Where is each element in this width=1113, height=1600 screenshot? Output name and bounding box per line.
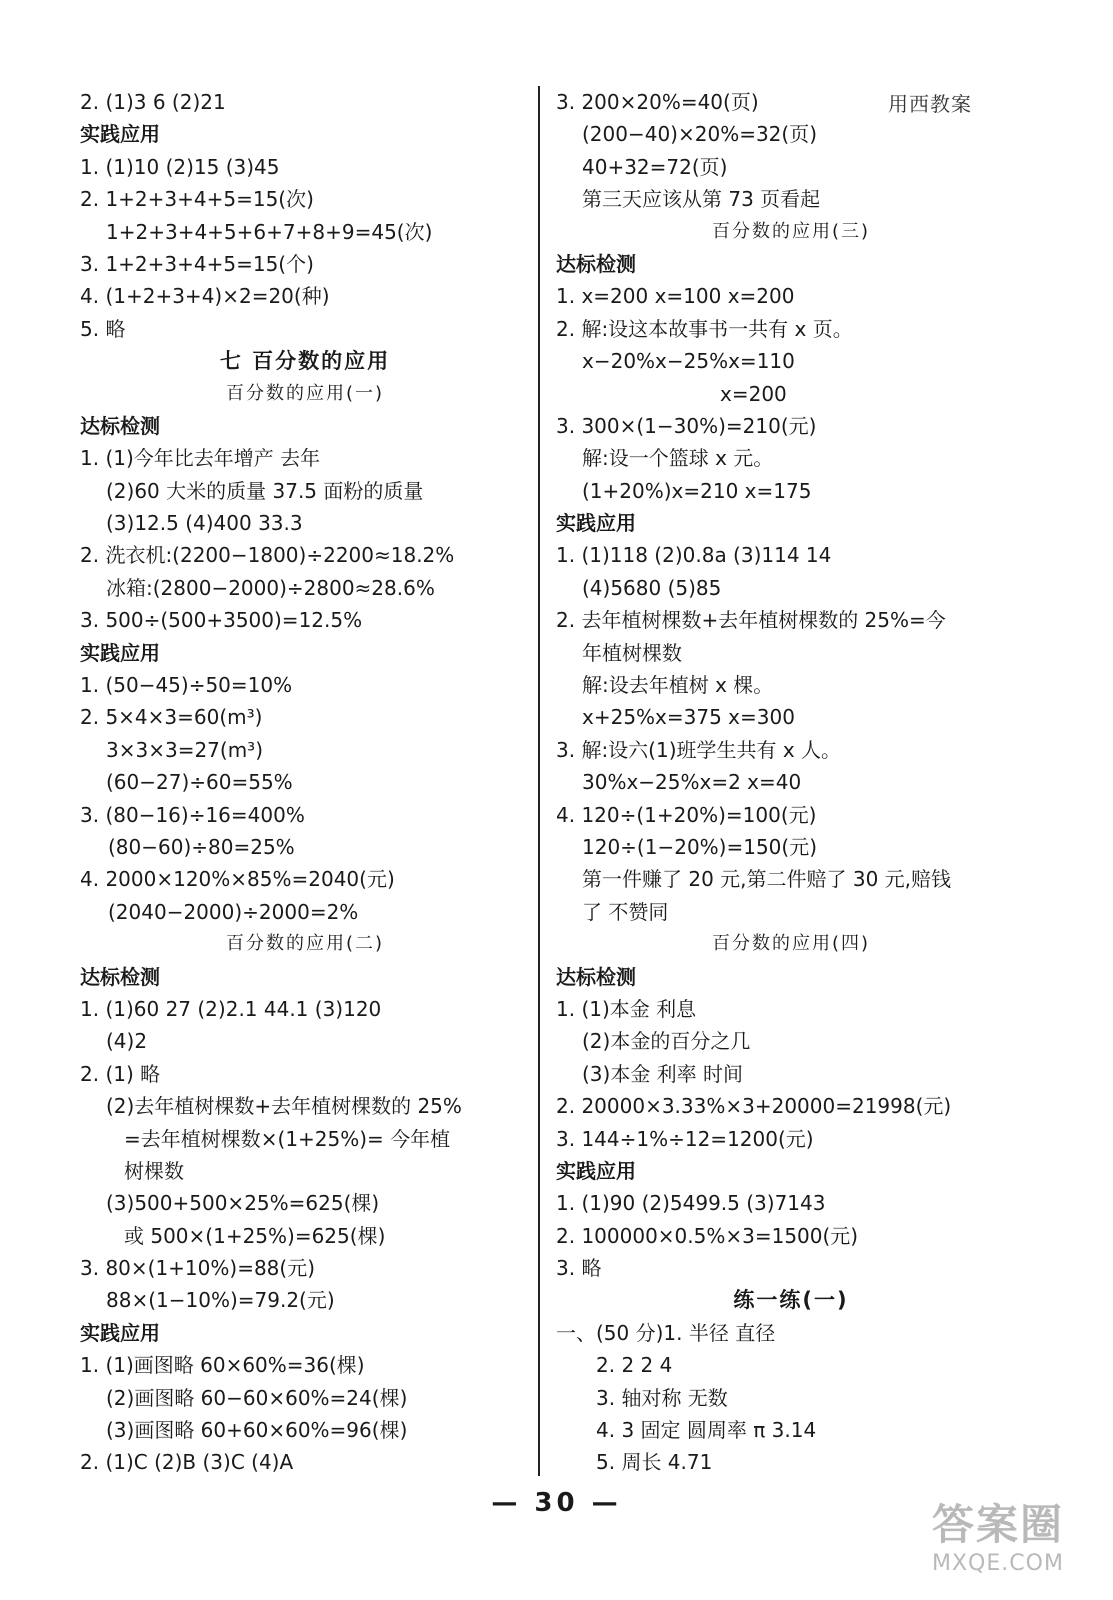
answer-line: 第三天应该从第 73 页看起 bbox=[582, 187, 821, 212]
subsection-title: 百分数的应用(一) bbox=[225, 382, 385, 404]
answer-line: 4. (1+2+3+4)×2=20(种) bbox=[80, 284, 330, 309]
section-heading: 实践应用 bbox=[80, 122, 160, 147]
answer-line: (200−40)×20%=32(页) bbox=[582, 122, 818, 147]
section-heading: 实践应用 bbox=[556, 511, 636, 536]
answer-line: (1+20%)x=210 x=175 bbox=[582, 478, 812, 503]
section-heading: 达标检测 bbox=[80, 964, 160, 989]
answer-line: 2. 2 2 4 bbox=[596, 1353, 673, 1378]
header-stamp: 用西教案 bbox=[888, 92, 972, 116]
section-heading: 实践应用 bbox=[80, 1320, 160, 1345]
answer-line: 4. 120÷(1+20%)=100(元) bbox=[556, 802, 817, 827]
answer-line: 1. (1)今年比去年增产 去年 bbox=[80, 446, 321, 471]
answer-line: 或 500×(1+25%)=625(棵) bbox=[124, 1223, 386, 1248]
answer-line: (2)60 大米的质量 37.5 面粉的质量 bbox=[106, 478, 424, 503]
answer-line: =去年植树棵数×(1+25%)= 今年植 bbox=[124, 1126, 451, 1151]
answer-line: (3)500+500×25%=625(棵) bbox=[106, 1191, 380, 1216]
section-heading: 实践应用 bbox=[80, 640, 160, 665]
answer-line: 解:设一个篮球 x 元。 bbox=[582, 446, 774, 471]
answer-line: 2. 100000×0.5%×3=1500(元) bbox=[556, 1223, 859, 1248]
answer-line: 3. 解:设六(1)班学生共有 x 人。 bbox=[556, 737, 842, 762]
answer-line: 3. 300×(1−30%)=210(元) bbox=[556, 413, 817, 438]
left-column bbox=[80, 86, 530, 1479]
answer-line: 3. 80×(1+10%)=88(元) bbox=[80, 1256, 315, 1281]
answer-line: 5. 周长 4.71 bbox=[596, 1450, 713, 1475]
answer-line: (3)本金 利率 时间 bbox=[582, 1061, 744, 1086]
section-heading: 达标检测 bbox=[556, 251, 636, 276]
answer-line: 2. (1) 略 bbox=[80, 1061, 161, 1086]
watermark-sub: MXQE.COM bbox=[932, 1551, 1064, 1576]
answer-line: (2)本金的百分之几 bbox=[582, 1029, 751, 1054]
answer-line: 2. 洗衣机:(2200−1800)÷2200≈18.2% bbox=[80, 543, 455, 568]
answer-line: 3. 144÷1%÷12=1200(元) bbox=[556, 1126, 814, 1151]
answer-line: (3)12.5 (4)400 33.3 bbox=[106, 511, 303, 536]
answer-line: 解:设去年植树 x 棵。 bbox=[582, 673, 774, 698]
answer-line: (2040−2000)÷2000=2% bbox=[108, 899, 359, 924]
answer-line: 2. (1)C (2)B (3)C (4)A bbox=[80, 1450, 294, 1475]
answer-line: 第一件赚了 20 元,第二件赔了 30 元,赔钱 bbox=[582, 867, 952, 892]
page-number: — 30 — bbox=[491, 1488, 622, 1518]
answer-line: 88×(1−10%)=79.2(元) bbox=[106, 1288, 335, 1313]
answer-line: 了 不赞同 bbox=[582, 899, 669, 924]
answer-line: 2. (1)3 6 (2)21 bbox=[80, 90, 226, 114]
answer-line: 40+32=72(页) bbox=[582, 154, 728, 179]
column-divider bbox=[538, 86, 540, 1476]
answer-line: 1. (1)118 (2)0.8a (3)114 14 bbox=[556, 543, 832, 568]
answer-line: (2)去年植树棵数+去年植树棵数的 25% bbox=[106, 1094, 462, 1119]
answer-line: 3×3×3=27(m³) bbox=[106, 737, 264, 762]
section-heading: 达标检测 bbox=[80, 413, 160, 438]
answer-line: 2. 解:设这本故事书一共有 x 页。 bbox=[556, 316, 853, 341]
answer-line: (60−27)÷60=55% bbox=[106, 770, 293, 795]
answer-line: 30%x−25%x=2 x=40 bbox=[582, 770, 802, 795]
answer-line: 1. (1)90 (2)5499.5 (3)7143 bbox=[556, 1191, 826, 1216]
subsection-title: 百分数的应用(二) bbox=[225, 933, 385, 955]
subsection-title: 百分数的应用(四) bbox=[711, 933, 871, 955]
answer-line: (4)2 bbox=[106, 1029, 148, 1054]
answer-line: 5. 略 bbox=[80, 316, 126, 341]
chapter-title: 练一练(一) bbox=[733, 1288, 849, 1313]
answer-line: 4. 2000×120%×85%=2040(元) bbox=[80, 867, 395, 892]
answer-line: (80−60)÷80=25% bbox=[108, 834, 295, 859]
watermark-logo bbox=[932, 1500, 1092, 1588]
answer-line: 冰箱:(2800−2000)÷2800≈28.6% bbox=[106, 575, 435, 600]
answer-line: 年植树棵数 bbox=[582, 640, 682, 665]
chapter-title: 七 百分数的应用 bbox=[219, 349, 391, 374]
section-heading: 实践应用 bbox=[556, 1158, 636, 1183]
answer-line: 树棵数 bbox=[124, 1158, 184, 1183]
subsection-title: 百分数的应用(三) bbox=[711, 220, 871, 242]
answer-line: 一、(50 分)1. 半径 直径 bbox=[556, 1320, 776, 1345]
answer-line: 3. 1+2+3+4+5=15(个) bbox=[80, 251, 314, 276]
answer-line: 3. 轴对称 无数 bbox=[596, 1385, 728, 1410]
answer-line: 120÷(1−20%)=150(元) bbox=[582, 834, 818, 859]
answer-line: 2. 去年植树棵数+去年植树棵数的 25%=今 bbox=[556, 608, 946, 633]
answer-line: 1. (1)60 27 (2)2.1 44.1 (3)120 bbox=[80, 996, 382, 1021]
answer-line: 3. 200×20%=40(页) bbox=[556, 90, 759, 114]
answer-line: 1. (1)10 (2)15 (3)45 bbox=[80, 154, 280, 179]
watermark-main: 答案圈 bbox=[932, 1500, 1065, 1549]
answer-line: 2. 20000×3.33%×3+20000=21998(元) bbox=[556, 1094, 952, 1119]
answer-line: 3. 略 bbox=[556, 1256, 602, 1281]
answer-line: 3. (80−16)÷16=400% bbox=[80, 802, 305, 827]
answer-line: (3)画图略 60+60×60%=96(棵) bbox=[106, 1418, 408, 1443]
answer-line: 1. x=200 x=100 x=200 bbox=[556, 284, 795, 309]
answer-line: 1. (1)画图略 60×60%=36(棵) bbox=[80, 1353, 365, 1378]
answer-line: 3. 500÷(500+3500)=12.5% bbox=[80, 608, 363, 633]
right-column bbox=[556, 86, 1026, 1479]
answer-line: 1+2+3+4+5+6+7+8+9=45(次) bbox=[106, 219, 433, 244]
answer-line: 2. 1+2+3+4+5=15(次) bbox=[80, 187, 314, 212]
answer-line: (2)画图略 60−60×60%=24(棵) bbox=[106, 1385, 408, 1410]
answer-line: 1. (1)本金 利息 bbox=[556, 996, 697, 1021]
answer-line: x+25%x=375 x=300 bbox=[582, 705, 795, 730]
section-heading: 达标检测 bbox=[556, 964, 636, 989]
answer-line: 4. 3 固定 圆周率 π 3.14 bbox=[596, 1418, 817, 1443]
answer-line: (4)5680 (5)85 bbox=[582, 575, 722, 600]
answer-line: 1. (50−45)÷50=10% bbox=[80, 673, 293, 698]
answer-line: 2. 5×4×3=60(m³) bbox=[80, 705, 263, 730]
answer-line: x−20%x−25%x=110 bbox=[582, 349, 795, 374]
answer-line: x=200 bbox=[720, 381, 787, 406]
